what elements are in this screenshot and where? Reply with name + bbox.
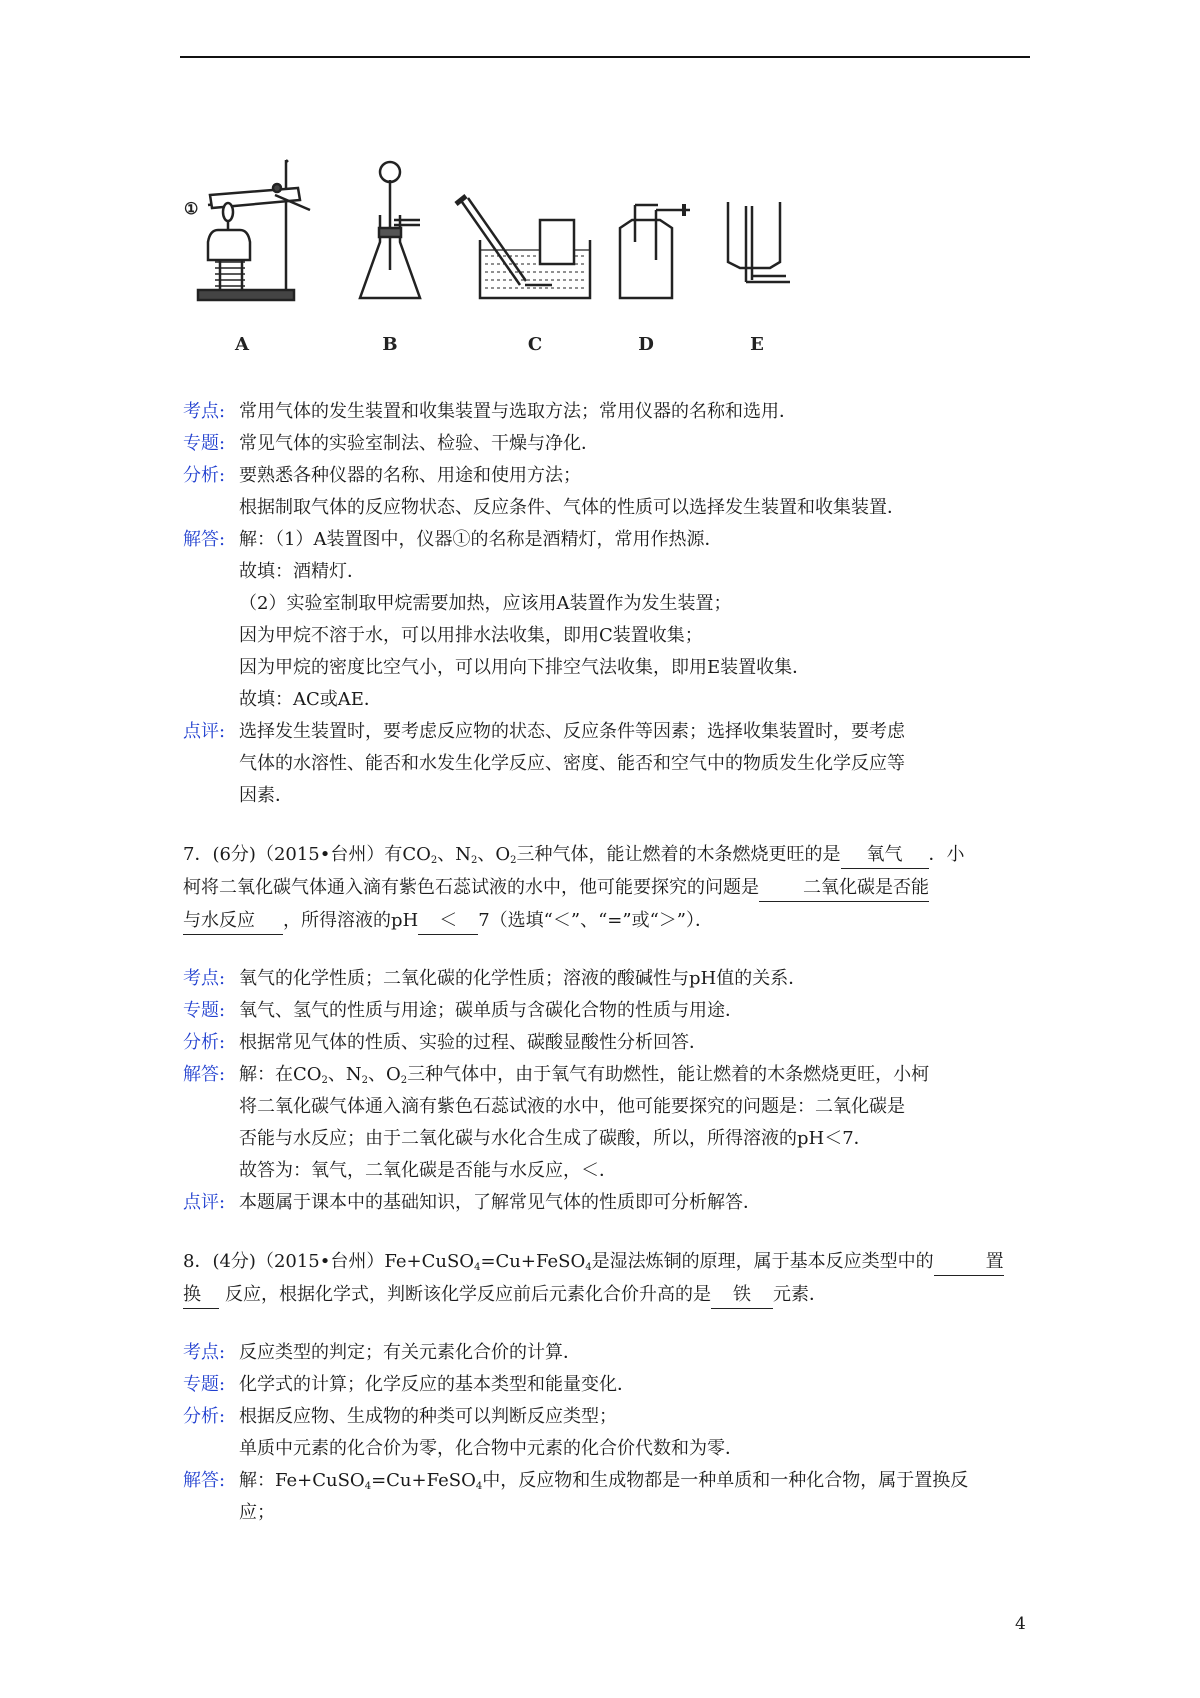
q8-fenxi: 分析: 根据反应物、生成物的种类可以判断反应类型； [183,1406,617,1427]
apparatus-d [620,204,690,298]
q8-zhuanti: 专题: 化学式的计算；化学反应的基本类型和能量变化． [183,1374,635,1395]
q7-stem-line1: 7．(6分)（2015•台州）有$CO_2$、$N_2$、$O_2$三种气体，能让燃着的木条燃烧更旺的是 氧气 ．小 [183,838,1033,871]
q8-answer-1a: 置 [934,1249,1004,1276]
label-b: B [382,334,398,355]
q8-answer-2: 铁 [711,1282,773,1309]
q7-answer-1: 氧气 [841,842,929,869]
q7-fenxi: 分析: 根据常见气体的性质、实验的过程、碳酸显酸性分析回答． [183,1032,707,1053]
label-d: D [638,334,654,355]
q7-answer-2b: 与水反应 [183,908,283,935]
apparatus-figure [180,150,840,365]
apparatus-e [728,202,790,282]
marker-1: ① [184,199,199,218]
q8-jieda: 解答: 解：Fe+CuSO$_4$=Cu+FeSO$_4$中，反应物和生成物都是一种单质和一种化合物，属于置换反 [183,1470,969,1492]
q8-stem-line1: 8．(4分)（2015•台州）Fe+CuSO$_4$=Cu+FeSO$_4$是湿法炼铜的原理，属于基本反应类型中的 置 [183,1245,1033,1278]
q7-answer-2a: 二氧化碳是否能 [759,875,929,902]
tag-jieda: 解答: [183,529,226,550]
apparatus-a [198,160,310,300]
q6-zhuanti: 专题: 常见气体的实验室制法、检验、干燥与净化． [183,428,1033,460]
q8-kaodian: 考点: 反应类型的判定；有关元素化合价的计算． [183,1342,581,1363]
page-number: 4 [1015,1614,1026,1634]
tag-kaodian: 考点: [183,401,226,422]
tag-fenxi: 分析: [183,465,226,486]
page-content: 考点: 常用气体的发生装置和收集装置与选取方法；常用仪器的名称和选用． 专题: 常见气体的实验室制法、检验、干燥与净化． 分析: 要熟悉各种仪器的名称、用途和使用方法； 根据制取气体的反应物状态、反应条件、气体的性质可以选择发生装置和收集装置． 解答: 解：（1）A装置图中，仪器①的名称是酒精灯，常用作热源． 故填：酒精灯． （2）实验室制取甲烷需要加热，应该用A装置作为发生装置； 因为甲烷不溶于水，可以用排水法收集，即用C装置收集； 因为甲烷的密度比空气小，可以用向下排空气法收集，即用E装置收集． 故填：AC或AE． 点评: 选择发生装置时，要考虑反应物的状态、反应条件等因素；选择收集装置时，要考虑 气体的水溶性、能否和水发生化学反应、密度、能否和空气中的物质发生化学反应等 因素． 7．(6分)（2015•台州）有$CO_2$、$N_2$、$O_2$三种气体，能让燃着的木条燃烧更旺的是 氧气 ．小 柯将二氧化碳气体通入滴有紫色石蕊试液的水中，他可能要探究的问题是 二氧化碳是否能 与水反应 ，所得溶液的pH ＜ 7（选填“＜”、“=”或“＞”）． 考点: 氧气的化学性质；二氧化碳的化学性质；溶液的酸碱性与pH值的关系． 专题: 氧气、氢气的性质与用途；碳单质与含碳化合物的性质与用途． 分析: 根据常见气体的性质、实验的过程、碳酸显酸性分析回答． 解答: 解：在$CO_2$、$N_2$、$O_2$三种气体中，由于氧气有助燃性，能让燃着的木条燃烧更旺，小柯 将二氧化碳气体通入滴有紫色石蕊试液的水中，他可能要探究的问题是：二氧化碳是 否能与水反应；由于二氧化碳与水化合生成了碳酸，所以，所得溶液的pH＜7． 故答为：氧气，二氧化碳是否能与水反应，＜． 点评: 本题属于课本中的基础知识，了解常见气体的性质即可分析解答． 8．(4分)（2015•台州）Fe+CuSO$_4$=Cu+FeSO$_4$是湿法炼铜的原理，属于基本反应类型中的 置 换 反应，根据化学式，判断该化学反应前后元素化合价升高的是 铁 元素． 考点: 反应类型的判定；有关元素化合价的计算． 专题: 化学式的计算；化学反应的基本类型和能量变化． 分析: 根据反应物、生成物的种类可以判断反应类型； 单质中元素的化合价为零，化合物中元素的化合价代数和为零． 解答: 解：Fe+CuSO$_4$=Cu+FeSO$_4$中，反应物和生成物都是一种单质和一种化合物，属于置换反 应； [183,396,1033,1529]
q7-answer-3: ＜ [418,908,478,935]
q7-zhuanti: 专题: 氧气、氢气的性质与用途；碳单质与含碳化合物的性质与用途． [183,1000,743,1021]
q8-answer-1b: 换 [183,1282,219,1309]
label-c: C [527,334,543,355]
q7-stem-line3: 与水反应 ，所得溶液的pH ＜ 7（选填“＜”、“=”或“＞”）． [183,904,1033,937]
header-rule [180,56,1030,58]
q8-stem-line2: 换 反应，根据化学式，判断该化学反应前后元素化合价升高的是 铁 元素． [183,1278,1033,1311]
tag-zhuanti: 专题: [183,433,226,454]
q6-fenxi: 分析: 要熟悉各种仪器的名称、用途和使用方法； [183,460,1033,492]
q6-kaodian: 考点: 常用气体的发生装置和收集装置与选取方法；常用仪器的名称和选用． [183,396,1033,428]
apparatus-b [360,162,420,298]
label-e: E [750,334,764,355]
tag-dianping: 点评: [183,721,226,742]
q7-stem-line2: 柯将二氧化碳气体通入滴有紫色石蕊试液的水中，他可能要探究的问题是 二氧化碳是否能 [183,871,1033,904]
label-a: A [235,334,249,355]
apparatus-c [456,196,590,298]
q7-kaodian: 考点: 氧气的化学性质；二氧化碳的化学性质；溶液的酸碱性与pH值的关系． [183,968,807,989]
q6-dianping: 点评: 选择发生装置时，要考虑反应物的状态、反应条件等因素；选择收集装置时，要考虑 [183,716,1033,748]
q7-jieda: 解答: 解：在$CO_2$、$N_2$、$O_2$三种气体中，由于氧气有助燃性，能让燃着的木条燃烧更旺，小柯 [183,1064,930,1086]
q7-dianping: 点评: 本题属于课本中的基础知识，了解常见气体的性质即可分析解答． [183,1192,761,1213]
q6-jieda: 解答: 解：（1）A装置图中，仪器①的名称是酒精灯，常用作热源． [183,524,1033,556]
